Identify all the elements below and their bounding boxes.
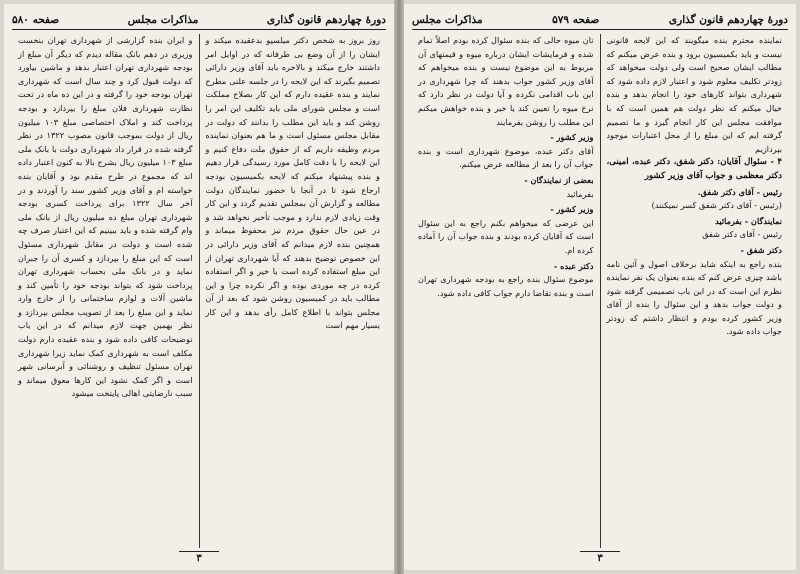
left-page-center-title: مذاکرات مجلس: [127, 14, 199, 26]
book-gutter: [394, 0, 404, 574]
right-page-number: صفحه ۵۷۹: [552, 14, 600, 26]
left-page-title: دورهٔ چهاردهم قانون گذاری: [266, 14, 386, 26]
speech-1: نمایندگان - بفرمائید رئیس - آقای دکتر شفق: [702, 215, 782, 240]
right-page-title: دورهٔ چهاردهم قانون گذاری: [668, 14, 788, 26]
right-page-columns: [412, 34, 788, 548]
left-page-number: صفحه ۵۸۰: [12, 14, 60, 26]
left-page-header: [12, 12, 386, 30]
speech-0: رئیس - آقای دکتر شفق. (رئیس - آقای دکتر شفق کسر نمیکنند): [651, 186, 782, 211]
left-column-text: و ایران بنده گزارشی از شهرداری تهران بنخست وزیری در دهم بانک مقاله دیدم که دیگر آن مبلغ از بودجه شهرداری تهران اعتبار بدهد و ماشین بیاورد که دولت قبول کرد و چند سال است که شهرداری تهران بودجه خود را گرفته و در این ده ماه در تحت نظارت شهرداری فلان مبلغ را بپردازد و بودجه پرداخت کند و املاک اختصاصی مبلغ ۱۰۳ میلیون ریال از دولت بموجب قانون مصوب ۱۳۲۲ در نظر گرفته شده در قرار داد شهرداری دولت با بانک ملی مبلغ ۱۰۳ میلیون ریال بشرح بالا به کنون اعتبار داده اند که مجموع در طرح مقدم بود و آقایان بنده خواسته ام و آقای وزیر کشور سند را آوردند و در آخر سال ۱۳۲۲ برای پرداخت کسری بودجه شهرداری تهران مبلغ ده میلیون ریال از بانک ملی وام گرفته شده و باید ببینیم که این اعتبار صرف چه شده است و دولت در مقابل شهرداری مسئول است که این مبلغ را بپردازد و کسری آن را جبران نماید و در بانک ملی بحساب شهرداری تهران پرداخت شود که بتواند بودجه خود را تأمین کند و ماشین آلات و لوازم ساختمانی را از خارج وارد نماید و این مبلغ را بعد از تصویب مجلس بپردازد و نظر بهمین جهت لازم میدانم که در این باب توضیحات کافی داده شود و بنده عقیده دارم دولت مکلف است به شهرداری کمک نماید زیرا شهرداری تهران مسئول تنظیف و روشنائی و آبرسانی شهر است و اگر کمک نشود این کارها معوق میماند و سبب نارضایتی اهالی پایتخت میشود: [18, 35, 193, 399]
speech-5: وزیر کشور - این عرضی که میخواهم بکنم راجع به این سئوال است که آقایان کرده بودند و بنده جواب آن را آماده کرده ام.: [418, 204, 594, 255]
speech-6: دکتر عبده - موضوع سئوال بنده راجع به بودجه شهرداری تهران است و بنده تقاضا دارم جواب کافی داده شود.: [418, 260, 594, 298]
right-page-column-right: [601, 34, 789, 548]
right-column-text: نماینده محترم بنده میگویند که این لایحه قانونی نیست و باید بکمیسیون برود و بنده عرض میکنم که مطالب ایشان صحیح است ولی دولت میخواهد که زودتر تکلیف معلوم شود و اعتبار لازم داده شود که شهرداری بتواند کارهای خود را انجام بدهد و بنده خیال میکنم که نظر دولت هم همین است که با موافقت مجلس این کار انجام گیرد و ما تصمیم گرفته ایم که این مبلغ را از محل اعتبارات موجود بپردازیم: [606, 35, 782, 154]
left-page-column-right: [200, 34, 387, 548]
left-page-columns: [12, 34, 386, 548]
right-page-column-left: [412, 34, 600, 548]
left-column-text: روز بروز به شخص دکتر میلسپو بدعقیده میکند و ایشان را از آن وضع بی طرفانه که در اوایل امر داشتند خارج میکند و بالاخره باید آقای وزیر دارائی تصمیم بگیرند که این لایحه را در جلسه علنی مطرح نمایند و بنده عقیده دارم که این کار بصلاح مملکت است و مجلس شورای ملی باید تکلیف این امر را روشن کند و باید این مطلب را بدانند که دولت در مقابل مجلس مسئول است و ما هم بعنوان نماینده مردم وظیفه داریم که از حقوق ملت دفاع کنیم و این لایحه را با دقت کامل مورد رسیدگی قرار دهیم و بنده پیشنهاد میکنم که لایحه بکمیسیون بودجه ارجاع شود تا در آنجا با حضور نمایندگان دولت مطالعه و گزارش آن بمجلس تقدیم گردد و این کار وقت زیادی لازم ندارد و موجب تأخیر نخواهد شد و در عین حال حقوق مردم نیز محفوظ میماند و همچنین بنده لازم میدانم که آقای وزیر دارائی در این خصوص توضیح بدهند که آیا شهرداری تهران از این مبلغ استفاده کرده است یا خیر و اگر استفاده کرده در چه موردی بوده و اگر نکرده چرا و این مطالب باید در کمیسیون روشن شود که بعد از آن مجلس بتواند با اطلاع کامل رأی بدهد و این کار بسیار مهم است: [205, 35, 380, 331]
right-column-text: تان میوه حالی که بنده سئوال کرده بودم اصلاً تمام شده و فرمایشات ایشان درباره میوه و قیمتهای آن مربوط به این موضوع نیست و بنده میخواهم که آقای وزیر کشور جواب بدهند که چرا شهرداری در این باب اقدامی نکرده و آیا دولت در نظر دارد که نرخ میوه را تعیین کند یا خیر و بنده خواهش میکنم این مطلب را روشن بفرمایند: [418, 35, 594, 127]
speech-3: وزیر کشور - آقای دکتر عبده، موضوع شهرداری است و بنده جواب آن را بعد از مطالعه عرض میکنم.: [418, 132, 594, 170]
left-page-footer: ۳: [4, 551, 394, 564]
section-heading: ۴ - سئوال آقایان: دکتر شفق، دکتر عبده، امینی، دکتر معظمی و جواب آقای وزیر کشور: [606, 157, 782, 181]
right-page: [404, 4, 796, 570]
right-page-footer: ۳: [404, 551, 796, 564]
right-page-header: [412, 12, 788, 30]
left-page-column-left: [12, 34, 199, 548]
right-page-center-title: مذاکرات مجلس: [412, 14, 483, 26]
left-page: [4, 4, 394, 570]
speech-2: دکتر شفق - بنده راجع به اینکه شاید برخلاف اصول و آئین نامه باشد چیزی عرض کنم که بنده بعنوان یک نفر نماینده نظرم این است که در این باب تصمیمی گرفته شود و دولت جواب بدهد و این سئوال را بنده از آقای وزیر کشور کرده بودم و انتظار داشتم که زودتر جواب داده شود.: [606, 244, 782, 337]
speech-4: بعضی از نمایندگان - بفرمائید: [524, 174, 594, 199]
